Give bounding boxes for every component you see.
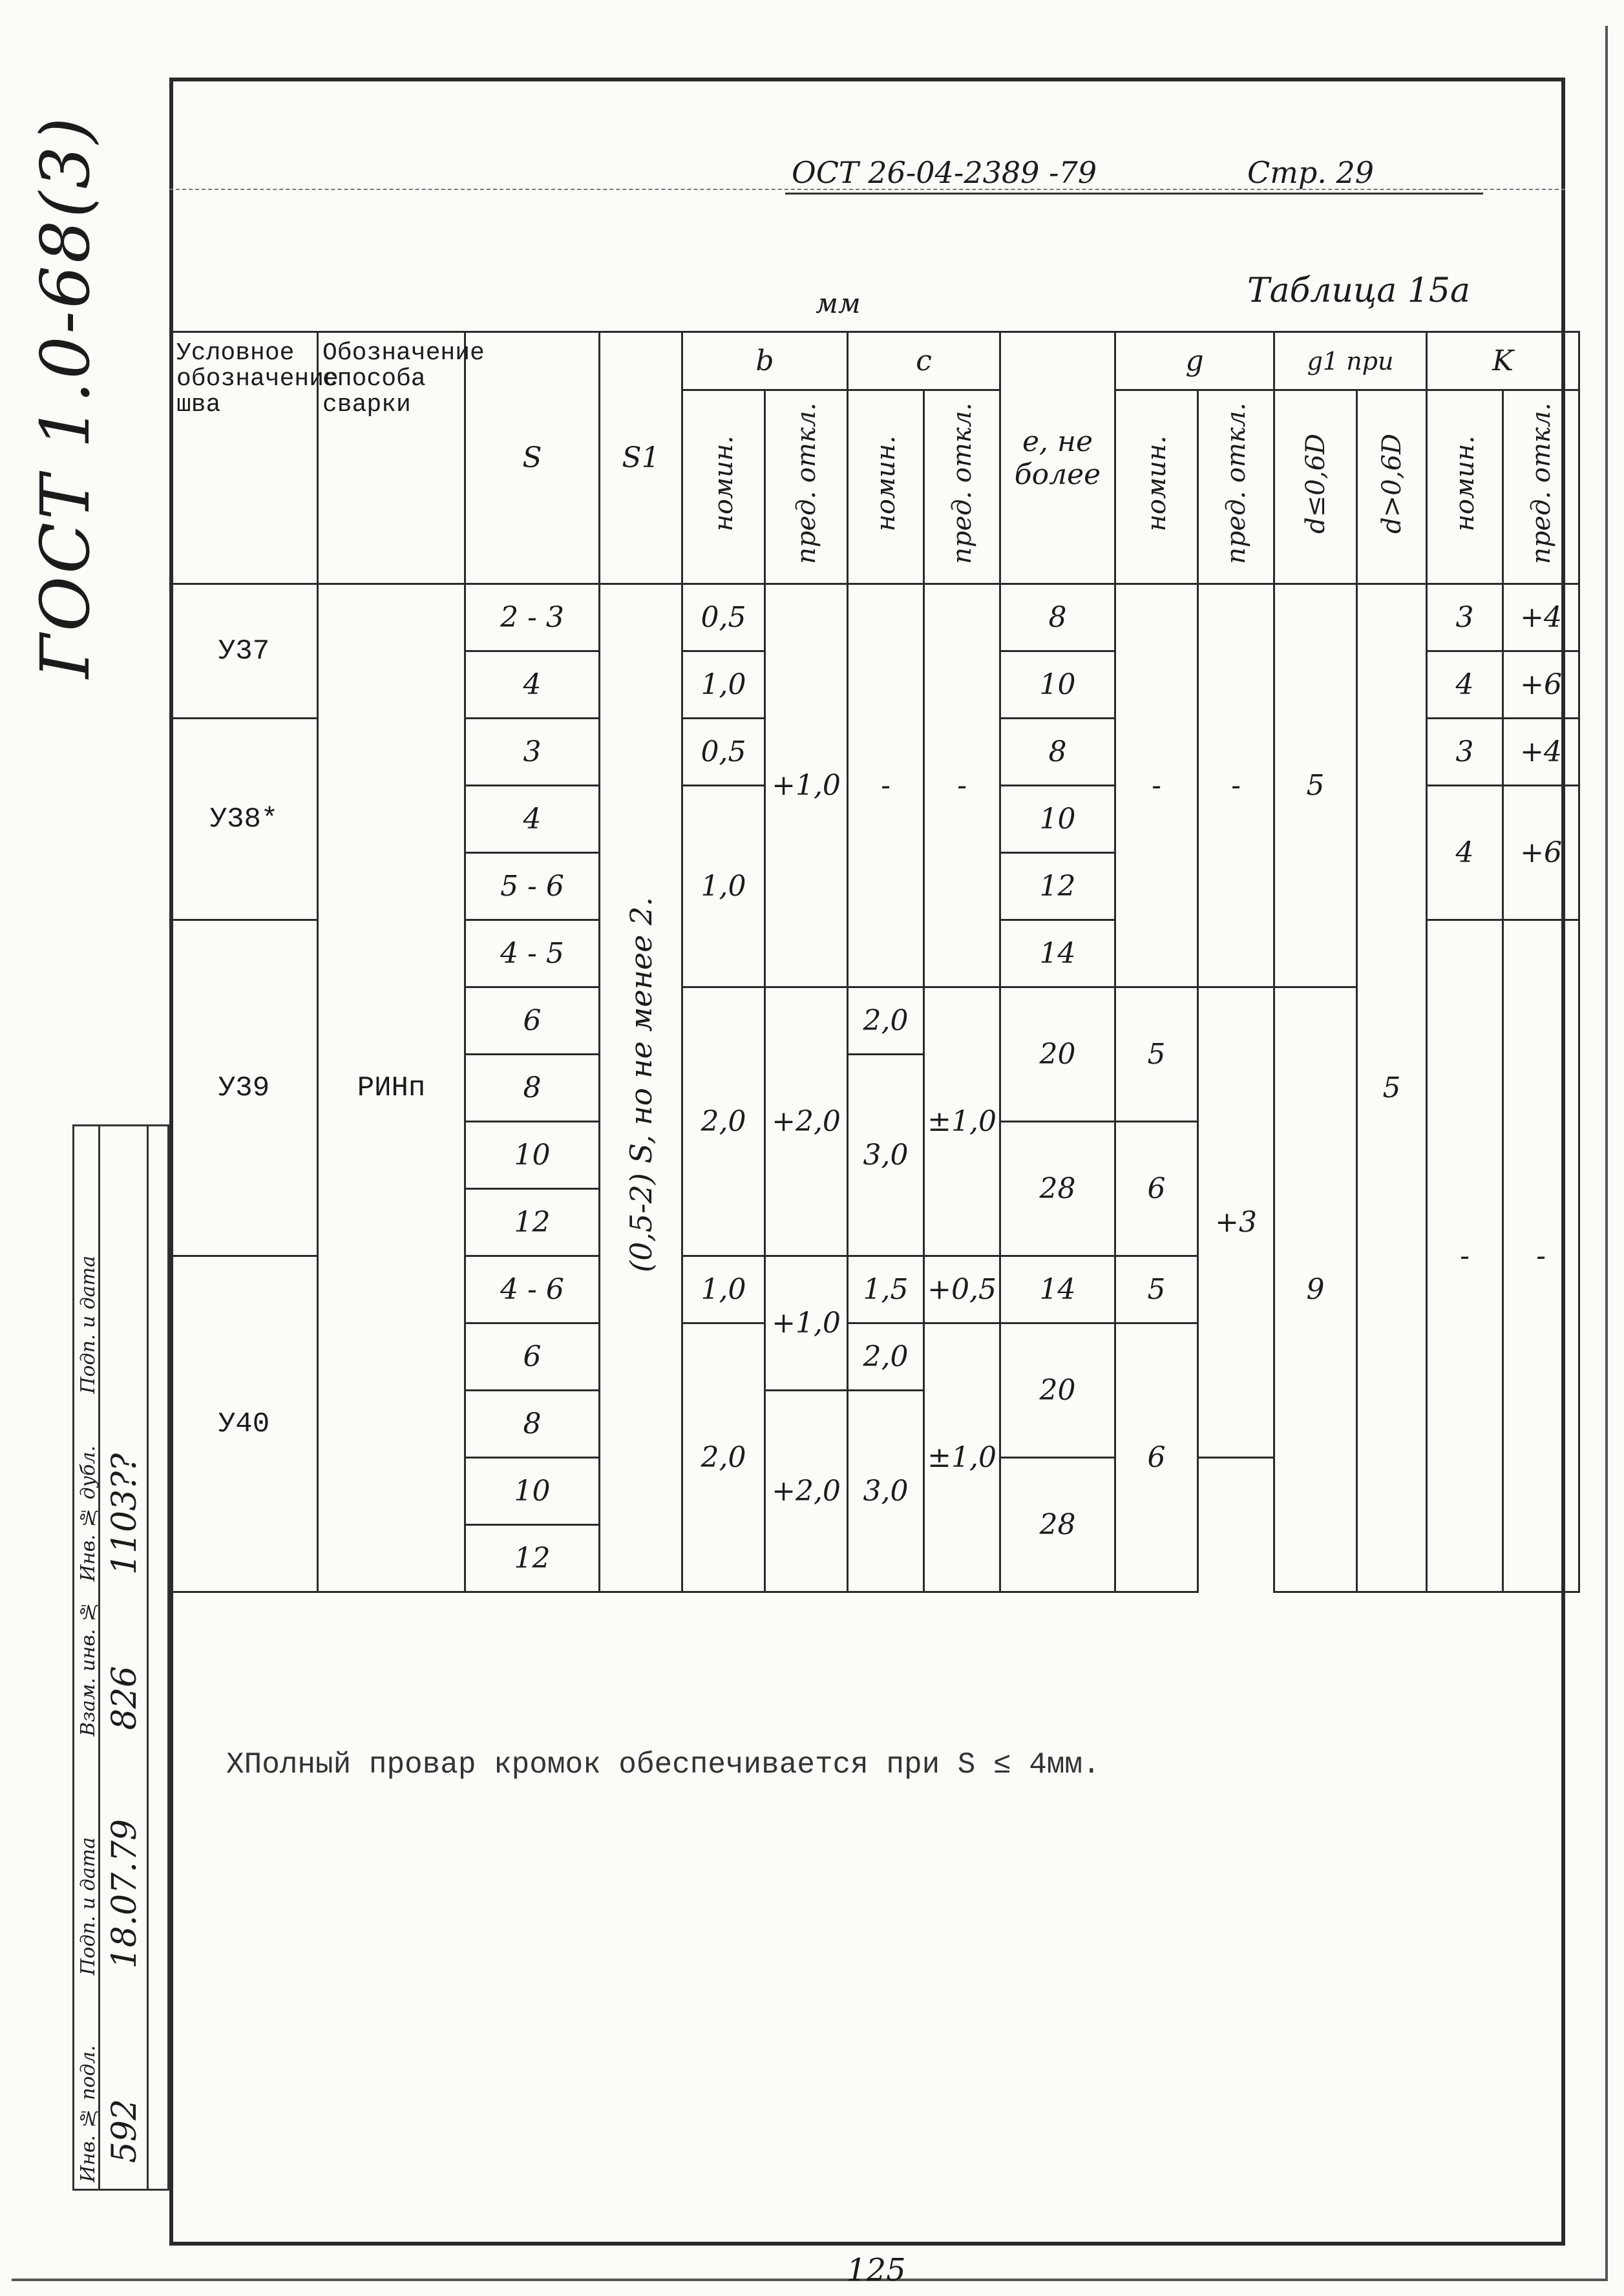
c-nom-header: номин. [870, 435, 901, 532]
s-value: 4 [465, 786, 600, 853]
designation-u38: У38* [171, 719, 318, 920]
g-tol-value: +3 [1198, 987, 1274, 1458]
b-nom-value: 2,0 [682, 987, 765, 1256]
designation-u39: У39 [171, 920, 318, 1256]
k-tol-value: +6 [1503, 786, 1579, 920]
c-tol-value: - [924, 584, 1000, 987]
b-tol-value: +1,0 [765, 1256, 848, 1391]
col-b: b [682, 332, 848, 390]
c-nom-value: 3,0 [848, 1055, 924, 1256]
parameters-table [169, 331, 1580, 1593]
e-value: 12 [1000, 853, 1115, 920]
k-nom-value: - [1427, 920, 1503, 1592]
s-value: 12 [465, 1525, 600, 1592]
s-value: 8 [465, 1055, 600, 1122]
col-designation: Условное обозначение шва [171, 332, 318, 584]
s-value: 4 [465, 651, 600, 719]
c-tol-header: пред. откл. [947, 403, 977, 564]
c-nom-value: 2,0 [848, 987, 924, 1055]
e-value: 14 [1000, 1256, 1115, 1323]
c-tol-value: ±1,0 [924, 1323, 1000, 1592]
b-nom-value: 0,5 [682, 584, 765, 651]
c-nom-value: 3,0 [848, 1391, 924, 1592]
e-value: 8 [1000, 719, 1115, 786]
s-value: 3 [465, 719, 600, 786]
s-value: 2 - 3 [465, 584, 600, 651]
k-nom-value: 3 [1427, 719, 1503, 786]
g-nom-value: 5 [1115, 987, 1198, 1122]
designation-u37: У37 [171, 584, 318, 719]
k-tol-value: +4 [1503, 584, 1579, 651]
stamp-label-inv-dubl: Инв. № дубл. [77, 1445, 100, 1581]
e-value: 10 [1000, 651, 1115, 719]
stamp-value-vzam-inv: 826 [105, 1665, 144, 1730]
col-k: K [1427, 332, 1579, 390]
c-nom-value: 1,5 [848, 1256, 924, 1323]
col-g: g [1115, 332, 1274, 390]
units-label: мм [816, 288, 861, 319]
s-value: 4 - 6 [465, 1256, 600, 1323]
c-nom-value: - [848, 584, 924, 987]
col-e: e, не более [1000, 332, 1115, 584]
g1-gt-header: d>0,6D [1376, 433, 1407, 534]
stamp-label-podp-data: Подп. и дата [77, 1837, 100, 1975]
stamp-value-date: 18.07.79 [105, 1819, 144, 1969]
page-number: 125 [847, 2252, 906, 2288]
side-stamp [72, 1124, 169, 2191]
s-value: 6 [465, 1323, 600, 1391]
s-value: 10 [465, 1122, 600, 1189]
col-g1: g1 при [1274, 332, 1427, 390]
b-nom-value: 0,5 [682, 719, 765, 786]
g-nom-value: 6 [1115, 1122, 1198, 1256]
k-tol-value: - [1503, 920, 1579, 1592]
e-value: 8 [1000, 584, 1115, 651]
g-nom-value: 5 [1115, 1256, 1198, 1323]
stamp-label-podp-data-2: Подп. и дата [77, 1256, 100, 1394]
g1-gt-value: 5 [1357, 584, 1427, 1592]
stamp-value-inv-dubl: 1103?? [105, 1453, 144, 1575]
e-value: 28 [1000, 1458, 1115, 1592]
b-nom-value: 2,0 [682, 1323, 765, 1592]
page-label: Стр. 29 [1247, 155, 1375, 190]
g1-le-value: 9 [1274, 987, 1357, 1592]
s-value: 5 - 6 [465, 853, 600, 920]
s-value: 8 [465, 1391, 600, 1458]
k-nom-value: 4 [1427, 786, 1503, 920]
c-tol-value: ±1,0 [924, 987, 1000, 1256]
col-s1: S1 [600, 332, 682, 584]
g-nom-header: номин. [1141, 435, 1172, 532]
e-value: 20 [1000, 987, 1115, 1122]
col-s: S [465, 332, 600, 584]
s-value: 6 [465, 987, 600, 1055]
b-nom-value: 1,0 [682, 786, 765, 987]
g1-le-header: d≤0,6D [1300, 433, 1331, 534]
b-nom-value: 1,0 [682, 651, 765, 719]
e-value: 28 [1000, 1122, 1115, 1256]
s-value: 12 [465, 1189, 600, 1256]
b-tol-value: +1,0 [765, 584, 848, 987]
c-tol-value: +0,5 [924, 1256, 1000, 1323]
g-nom-value: 6 [1115, 1323, 1198, 1592]
header-underline [785, 193, 1483, 195]
b-tol-value: +2,0 [765, 987, 848, 1256]
col-c: c [848, 332, 1000, 390]
designation-u40: У40 [171, 1256, 318, 1592]
e-value: 10 [1000, 786, 1115, 853]
method-value: РИНп [318, 584, 465, 1592]
footnote: ХПолный провар кромок обеспечивается при S ≤ 4мм. [226, 1748, 1101, 1782]
k-nom-header: номин. [1450, 435, 1480, 532]
header-separator [169, 189, 1565, 190]
col-method: Обозначение способа сварки [318, 332, 465, 584]
stamp-value-inv-podl: 592 [105, 2098, 144, 2163]
b-tol-header: пред. откл. [791, 403, 821, 564]
b-nom-header: номин. [708, 435, 739, 532]
stamp-label-inv-podl: Инв. № подл. [77, 2045, 100, 2182]
g-nom-value: - [1115, 584, 1198, 987]
k-tol-value: +6 [1503, 651, 1579, 719]
k-nom-value: 3 [1427, 584, 1503, 651]
g-tol-header: пред. откл. [1221, 403, 1251, 564]
b-nom-value: 1,0 [682, 1256, 765, 1323]
k-tol-value: +4 [1503, 719, 1579, 786]
k-nom-value: 4 [1427, 651, 1503, 719]
doc-number: ОСТ 26-04-2389 -79 [792, 155, 1097, 190]
stamp-label-vzam-inv: Взам. инв. № [77, 1600, 100, 1736]
k-tol-header: пред. откл. [1526, 403, 1556, 564]
s1-value: (0,5-2) S, но не менее 2. [623, 896, 659, 1272]
g1-le-value: 5 [1274, 584, 1357, 987]
gost-stamp: ГОСТ 1.0-68(3) [26, 114, 105, 679]
g-tol-value: - [1198, 584, 1274, 987]
table-title: Таблица 15а [1247, 271, 1471, 310]
s-value: 10 [465, 1458, 600, 1525]
s-value: 4 - 5 [465, 920, 600, 987]
e-value: 20 [1000, 1323, 1115, 1458]
b-tol-value: +2,0 [765, 1391, 848, 1592]
c-nom-value: 2,0 [848, 1323, 924, 1391]
e-value: 14 [1000, 920, 1115, 987]
